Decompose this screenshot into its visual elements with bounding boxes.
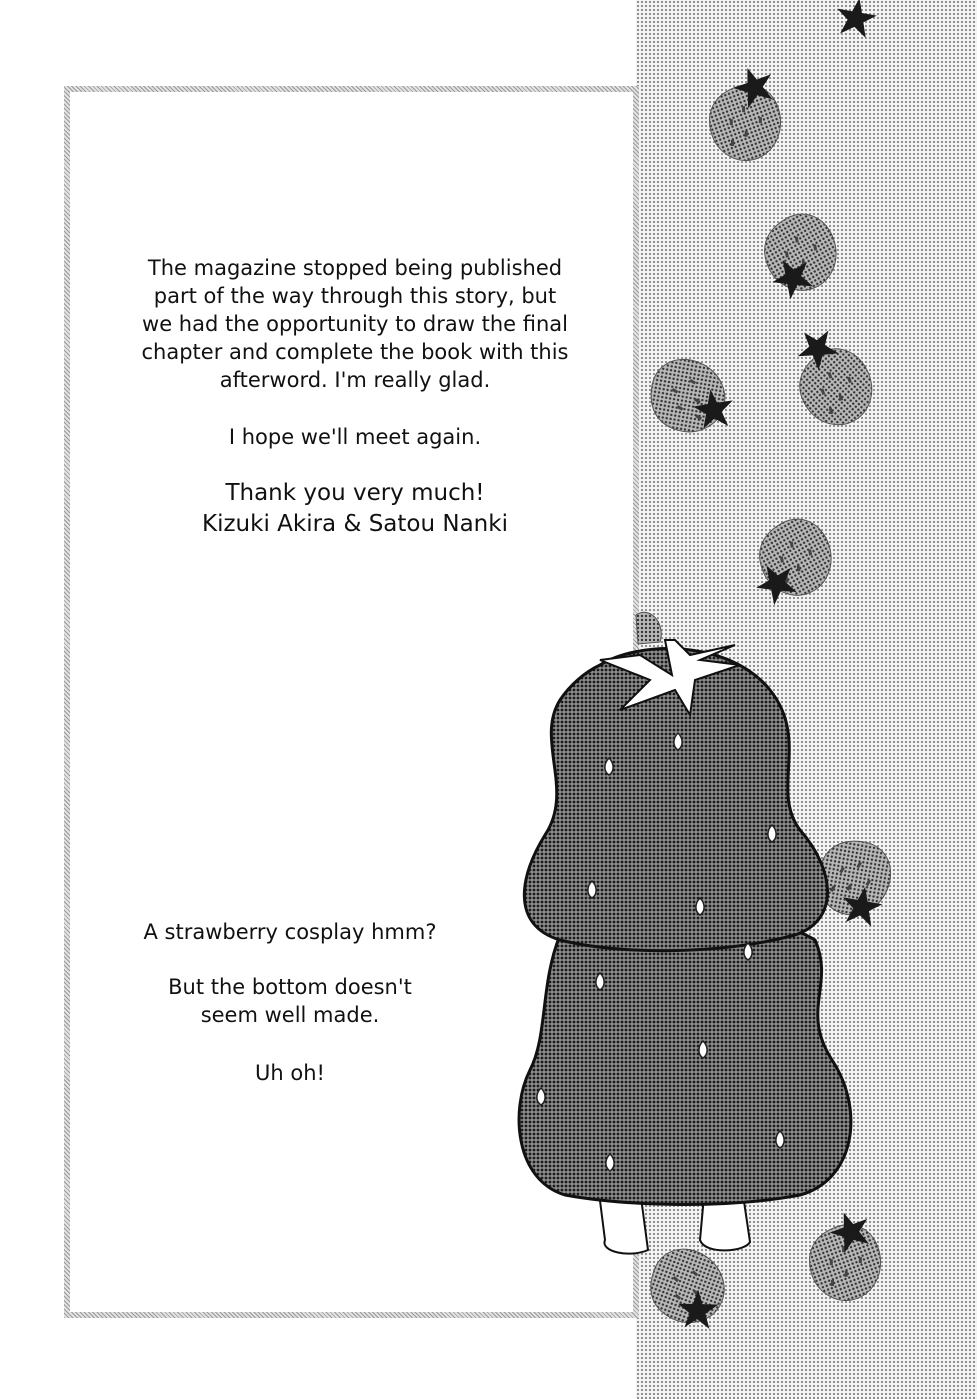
uh-oh-caption: Uh oh! (255, 1061, 325, 1085)
cosplay-caption: A strawberry cosplay hmm? (143, 920, 437, 944)
strawberry-icon (769, 316, 888, 439)
bottom-caption: But the bottom doesn't seem well made. (168, 975, 412, 1027)
strawberry-icon (645, 354, 738, 439)
hope-text: I hope we'll meet again. (228, 425, 482, 449)
strawberry-icon (695, 61, 797, 170)
strawberry-icon (636, 612, 661, 644)
afterword-text: The magazine stopped being published part of the way through this story, but we had the opportunity to draw the final chapter and complete the book with this afterword. I'm really glad. (141, 256, 569, 392)
strawberry-costume-figure (519, 640, 851, 1254)
strawberry-icon (735, 508, 846, 615)
strawberry-icon (748, 203, 850, 305)
thanks-signature: Thank you very much! Kizuki Akira & Satou Nanki (202, 480, 508, 537)
strawberry-icon (833, 0, 879, 39)
strawberry-icon (796, 1206, 892, 1311)
strawberry-icon (639, 1240, 735, 1336)
